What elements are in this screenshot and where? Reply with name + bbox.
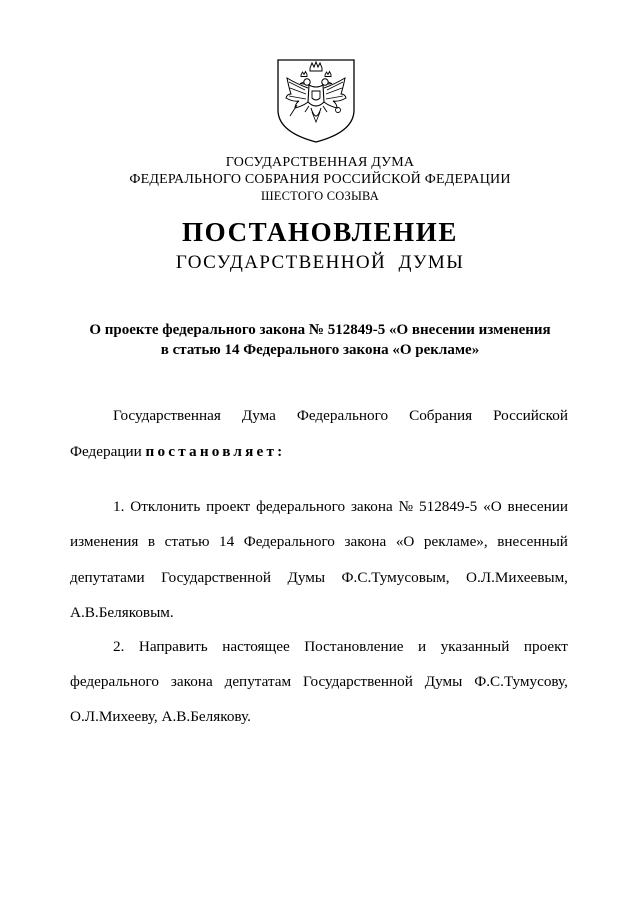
word: Федерального: [296, 407, 389, 424]
word: федерального: [256, 498, 346, 515]
subject-line-2: в статью 14 Федерального закона «О рекламе»: [160, 342, 480, 358]
word: закона: [350, 498, 393, 515]
word: депутатам: [224, 673, 292, 690]
item1-line-1: [113, 498, 568, 516]
word: настоящее: [222, 638, 290, 655]
word: рекламе»,: [423, 533, 488, 550]
word: Думы: [424, 673, 463, 690]
preamble-federation: Федерации: [70, 443, 146, 460]
word: закона: [170, 673, 213, 690]
subject-line-1: О проекте федерального закона № 512849-5 «О внесении изменения: [89, 322, 551, 338]
preamble-line-2: [70, 443, 568, 461]
issuer-header: [0, 154, 640, 205]
word: внесенный: [497, 533, 568, 550]
word: федерального: [70, 673, 159, 690]
word: Государственной: [303, 673, 413, 690]
item2-line-3: О.Л.Михееву, А.В.Белякову.: [70, 708, 251, 725]
item2-line-2: [70, 673, 568, 691]
word: Постановление: [304, 638, 404, 655]
word: Федерального: [243, 533, 335, 550]
word: Дума: [241, 407, 276, 424]
word: О.Л.Михеевым,: [466, 569, 568, 586]
word: №: [398, 498, 414, 515]
header-line-convocation: ШЕСТОГО СОЗЫВА: [260, 189, 380, 203]
word: Отклонить: [130, 498, 201, 515]
decree-verb: постановляет:: [145, 443, 286, 460]
header-line-federal-assembly: ФЕДЕРАЛЬНОГО СОБРАНИЯ РОССИЙСКОЙ ФЕДЕРАЦИИ: [129, 172, 511, 187]
word: Ф.С.Тумусову,: [474, 673, 568, 690]
item2-line-1: [113, 638, 568, 656]
word: в: [147, 533, 156, 550]
word: Направить: [138, 638, 208, 655]
word: статью: [164, 533, 210, 550]
word: Ф.С.Тумусовым,: [341, 569, 450, 586]
word: проект: [523, 638, 568, 655]
document-title: ПОСТАНОВЛЕНИЕ: [182, 217, 458, 247]
item1-line-2: [70, 533, 568, 551]
russian-coat-of-arms-icon: [275, 58, 357, 144]
word: проект: [206, 498, 251, 515]
word: 512849-5: [419, 498, 478, 515]
document-subtitle: ГОСУДАРСТВЕННОЙ ДУМЫ: [175, 252, 465, 273]
item1-line-4: А.В.Беляковым.: [70, 604, 174, 621]
word: Собрания: [409, 407, 473, 424]
word: Государственная: [113, 407, 221, 424]
document-subject: [0, 320, 640, 360]
word: Думы: [287, 569, 326, 586]
word: указанный: [440, 638, 510, 655]
word: Российской: [493, 407, 568, 424]
word: «О: [483, 498, 502, 515]
preamble-line-1: [113, 407, 568, 425]
word: депутатами: [70, 569, 145, 586]
word: 14: [219, 533, 235, 550]
word: изменения: [70, 533, 139, 550]
item1-line-3: [70, 569, 568, 587]
word: 1.: [113, 498, 125, 515]
word: Государственной: [161, 569, 271, 586]
word: 2.: [113, 638, 125, 655]
word: и: [417, 638, 427, 655]
word: внесении: [507, 498, 568, 515]
word: закона: [344, 533, 387, 550]
header-line-duma: ГОСУДАРСТВЕННАЯ ДУМА: [225, 155, 415, 170]
word: «О: [395, 533, 415, 550]
